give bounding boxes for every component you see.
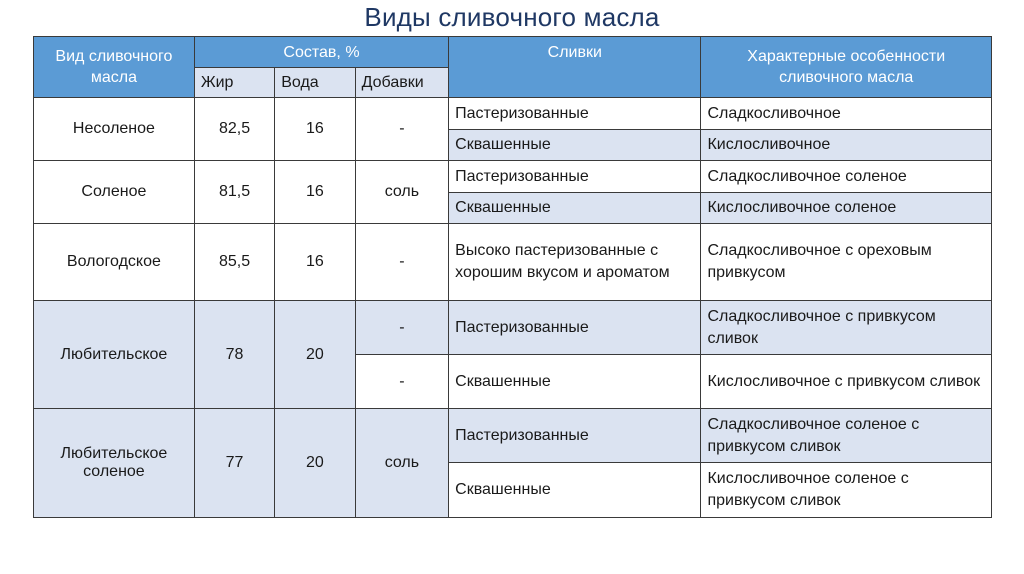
page-title: Виды сливочного масла [364, 2, 660, 32]
additives-cell: - [355, 98, 449, 161]
table-row [34, 301, 992, 355]
fat-cell: 78 [194, 301, 274, 409]
table-row [34, 98, 992, 130]
header-cream: Сливки [449, 37, 701, 98]
additives-cell: соль [355, 161, 449, 224]
features-cell: Сладкосливочное соленое [701, 161, 992, 193]
butter-type-cell: Любительское [34, 301, 195, 409]
header-water: Вода [275, 68, 355, 98]
additives-cell: - [355, 224, 449, 301]
fat-cell: 85,5 [194, 224, 274, 301]
header-butter-type: Вид сливочного масла [34, 37, 195, 98]
cream-cell: Высоко пастеризованные с хорошим вкусом и ароматом [449, 224, 701, 301]
header-fat: Жир [194, 68, 274, 98]
features-cell: Кислосливочное соленое с привкусом сливок [701, 463, 992, 518]
fat-cell: 81,5 [194, 161, 274, 224]
cream-cell: Пастеризованные [449, 301, 701, 355]
header-composition: Состав, % [194, 37, 448, 68]
butter-type-cell: Несоленое [34, 98, 195, 161]
features-cell: Сладкосливочное соленое с привкусом сливок [701, 409, 992, 463]
cream-cell: Пастеризованные [449, 98, 701, 130]
features-cell: Сладкосливочное [701, 98, 992, 130]
additives-cell: - [355, 355, 449, 409]
butter-type-cell: Соленое [34, 161, 195, 224]
additives-cell: соль [355, 409, 449, 518]
features-cell: Кислосливочное соленое [701, 193, 992, 224]
features-cell: Кислосливочное с привкусом сливок [701, 355, 992, 409]
butter-type-cell: Вологодское [34, 224, 195, 301]
butter-types-table [33, 36, 992, 518]
cream-cell: Пастеризованные [449, 161, 701, 193]
cream-cell: Сквашенные [449, 463, 701, 518]
table-row [34, 224, 992, 301]
water-cell: 16 [275, 161, 355, 224]
water-cell: 20 [275, 301, 355, 409]
butter-type-cell: Любительское соленое [34, 409, 195, 518]
table-row [34, 161, 992, 193]
header-additives: Добавки [355, 68, 449, 98]
cream-cell: Сквашенные [449, 193, 701, 224]
fat-cell: 77 [194, 409, 274, 518]
header-features: Характерные особенности сливочного масла [701, 37, 992, 98]
features-cell: Сладкосливочное с привкусом сливок [701, 301, 992, 355]
features-cell: Кислосливочное [701, 130, 992, 161]
cream-cell: Сквашенные [449, 355, 701, 409]
table-row [34, 409, 992, 463]
water-cell: 16 [275, 98, 355, 161]
water-cell: 16 [275, 224, 355, 301]
water-cell: 20 [275, 409, 355, 518]
additives-cell: - [355, 301, 449, 355]
fat-cell: 82,5 [194, 98, 274, 161]
cream-cell: Сквашенные [449, 130, 701, 161]
features-cell: Сладкосливочное с ореховым привкусом [701, 224, 992, 301]
cream-cell: Пастеризованные [449, 409, 701, 463]
